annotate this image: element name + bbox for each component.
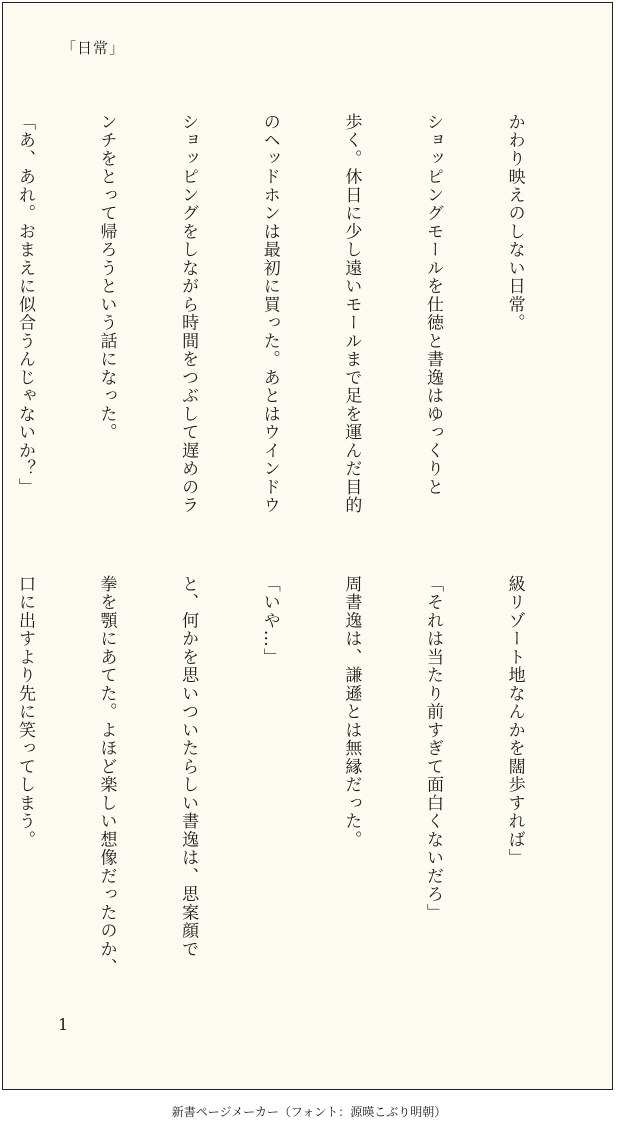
footer-credit: 新書ページメーカー（フォント：源暎こぶり明朝）	[171, 1105, 447, 1119]
text-line: 歩く。休日に少し遠いモールまで足を運んだ目的	[341, 113, 362, 515]
text-line: 口に出すより先に笑ってしまう。	[14, 575, 35, 849]
text-block-top	[0, 113, 582, 543]
text-line: ショッピングをしながら時間をつぶして遅めのラ	[178, 113, 199, 515]
text-line: 級リゾート地なんかを闊歩すれば」	[504, 575, 525, 867]
text-line: ンチをとって帰ろうという話になった。	[96, 113, 117, 442]
text-line: ショッピングモールを仕徳と書逸はゆっくりと	[422, 113, 443, 497]
text-line: 「それは当たり前すぎて面白くないだろ」	[422, 575, 443, 922]
text-line: 「あ、あれ。おまえに似合うんじゃないか？」	[14, 113, 35, 497]
text-line: 周書逸は、謙遜とは無縁だった。	[341, 575, 362, 849]
text-line: と、何かを思いついたらしい書逸は、思案顔で	[178, 575, 199, 959]
text-line: 「いや…」	[259, 575, 280, 667]
text-line: 拳を顎にあてた。よほど楽しい想像だったのか、	[96, 575, 117, 977]
chapter-title: 「日常」	[61, 39, 126, 57]
text-line: かわり映えのしない日常。	[504, 113, 525, 332]
manuscript-page	[2, 2, 613, 1090]
text-line: のヘッドホンは最初に買った。あとはウインドウ	[259, 113, 280, 515]
text-block-bottom	[0, 575, 582, 1005]
page-number: 1	[58, 1015, 69, 1034]
